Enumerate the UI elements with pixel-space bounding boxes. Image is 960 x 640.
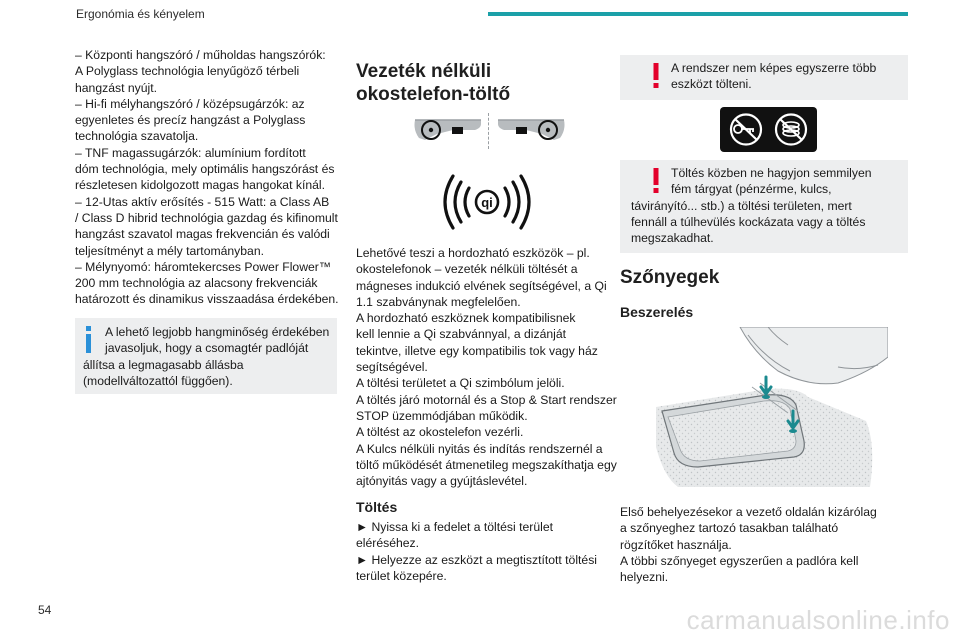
text-line: rögzítőket használja.	[620, 537, 732, 552]
text-line: hangzást nyújt.	[75, 80, 157, 95]
note-line: eszközt tölteni.	[671, 77, 752, 92]
icon-divider	[488, 113, 489, 149]
text-line: – 12-Utas aktív erősítés - 515 Watt: a Class AB	[75, 194, 330, 209]
text-line: részletesen kidolgozott magas hangokat kínál.	[75, 178, 325, 193]
no-metal-objects-pictogram	[720, 107, 817, 152]
warning-note-multiple-devices	[620, 55, 908, 100]
text-line: A Polyglass technológia lenyűgöző térbeli	[75, 64, 300, 79]
text-line: – TNF magassugárzók: alumínium fordított	[75, 145, 306, 160]
wireless-charger-title	[356, 60, 510, 106]
text-line: 200 mm technológia az alacsony frekvenciák	[75, 276, 318, 291]
note-line: távirányító... stb.) a töltési területen, mert	[631, 198, 852, 213]
info-note	[75, 318, 337, 394]
text-line: A hordozható eszköznek kompatibilisnek	[356, 311, 576, 326]
header-accent-bar	[488, 12, 908, 16]
step-line: ► Helyezze az eszközt a megtisztított töltési	[356, 552, 598, 567]
text-line: A töltési területet a Qi szimbólum jelöli.	[356, 376, 565, 391]
note-line: Töltés közben ne hagyjon semmilyen	[671, 166, 872, 180]
floor-mat-installation-illustration	[648, 327, 888, 487]
text-line: / Class D hibrid technológia gazdag és kifinomult	[75, 210, 338, 225]
charging-subheading: Töltés	[356, 499, 398, 515]
text-line: A töltés járó motornál és a Stop & Start rendszer	[356, 392, 617, 407]
text-line: mágneses indukció elvének segítségével, a Qi	[356, 278, 607, 293]
steering-wheel-left-hand-drive-icon	[409, 116, 485, 144]
text-line: segítségével.	[356, 360, 428, 375]
text-line: hangzást szavatol magas frekvencián és valódi	[75, 227, 330, 242]
page-number: 54	[38, 603, 52, 617]
title-line: Vezeték nélküli	[356, 61, 492, 82]
floor-mats-title: Szőnyegek	[620, 267, 720, 288]
installation-subheading: Beszerelés	[620, 304, 694, 320]
text-line: teljesítményt a mély tartományban.	[75, 243, 264, 258]
step-line: eléréséhez.	[356, 536, 420, 551]
no-keys-icon	[731, 115, 761, 145]
text-line: a szőnyeghez tartozó tasakban található	[620, 521, 839, 536]
text-line: Első behelyezésekor a vezető oldalán kizárólag	[620, 505, 877, 519]
text-line: A töltést az okostelefon vezérli.	[356, 425, 524, 440]
text-line: töltő működését átmenetileg megszakíthatja egy	[356, 457, 617, 472]
text-line: A többi szőnyeget egyszerűen a padlóra kell	[620, 553, 859, 568]
charging-steps	[356, 519, 597, 584]
text-line: tekintve, illetve egy kompatibilis tok vagy ház	[356, 343, 598, 358]
no-coins-icon	[776, 115, 806, 145]
note-line: javasoljuk, hogy a csomagtér padlóját	[105, 341, 309, 356]
section-title: Ergonómia és kényelem	[76, 7, 205, 21]
title-line: okostelefon-töltő	[356, 84, 511, 105]
text-line: – Központi hangszóró / műholdas hangszórók:	[75, 48, 326, 62]
text-line: A Kulcs nélküli nyitás és indítás rendszernél a	[356, 441, 603, 456]
note-line: A rendszer nem képes egyszerre több	[671, 61, 877, 75]
text-line: 1.1 szabványnak megfelelően.	[356, 294, 521, 309]
text-line: STOP üzemmódjában működik.	[356, 408, 528, 423]
text-line: egyenletes és precíz hangzást a Polyglass	[75, 113, 306, 128]
watermark: carmanualsonline.info	[686, 605, 950, 635]
svg-text:qi: qi	[481, 195, 493, 210]
step-line: ► Nyissa ki a fedelet a töltési terület	[356, 520, 553, 534]
text-line: kell lennie a Qi szabvánnyal, a dizánját	[356, 327, 567, 342]
text-line: okostelefonok – vezeték nélküli töltését a	[356, 262, 578, 277]
warning-note-metal-objects	[620, 160, 908, 253]
note-line: állítsa a legmagasabb állásba	[83, 357, 244, 372]
wireless-charger-description	[356, 245, 617, 489]
text-line: – Hi-fi mélyhangszóró / középsugárzók: az	[75, 96, 305, 111]
steering-wheel-right-hand-drive-icon	[494, 116, 570, 144]
floor-mats-description	[620, 504, 877, 585]
text-line: technológia szavatolja.	[75, 129, 199, 144]
text-line: helyezni.	[620, 570, 669, 585]
note-line: A lehető legjobb hangminőség érdekében	[105, 325, 330, 339]
qi-wireless-charging-symbol-icon	[439, 170, 535, 234]
note-line: fennáll a túlhevülés kockázata vagy a töltés	[631, 214, 866, 229]
speaker-description	[75, 47, 339, 308]
note-line: megszakadhat.	[631, 231, 714, 246]
text-line: ajtónyitás vagy a gyújtáslevétel.	[356, 474, 528, 489]
note-line: (modellváltozattól függően).	[83, 373, 233, 388]
text-line: Lehetővé teszi a hordozható eszközök – pl.	[356, 246, 590, 260]
step-line: terület közepére.	[356, 568, 447, 583]
text-line: határozott és dinamikus visszaadása érdekében.	[75, 292, 339, 307]
note-line: fém tárgyat (pénzérme, kulcs,	[671, 182, 832, 197]
text-line: dóm technológia, mely optimális hangszórást és	[75, 162, 335, 177]
text-line: – Mélynyomó: háromtekercses Power Flower™	[75, 259, 332, 274]
warning-exclamation-icon	[652, 63, 660, 89]
